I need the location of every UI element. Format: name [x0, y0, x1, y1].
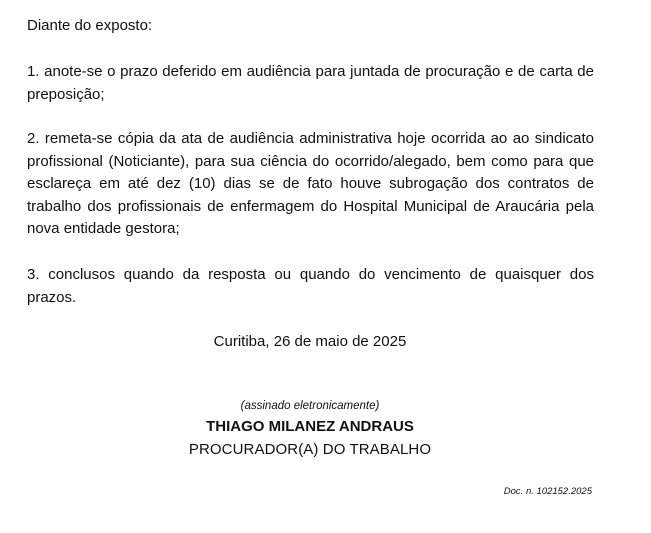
- document-number: Doc. n. 102152.2025: [503, 486, 592, 497]
- determination-item-3: 3. conclusos quando da resposta ou quando do vencimento de quaisquer dos prazos.: [27, 266, 594, 306]
- place-and-date: Curitiba, 26 de maio de 2025: [213, 333, 407, 350]
- determination-item-1: 1. anote-se o prazo deferido em audiência para juntada de procuração e de carta de preposição;: [27, 63, 594, 103]
- signer-role: PROCURADOR(A) DO TRABALHO: [188, 441, 432, 458]
- electronic-signature-note: (assinado eletronicamente): [240, 400, 380, 412]
- intro-paragraph: Diante do exposto:: [27, 17, 153, 34]
- determination-item-2: 2. remeta-se cópia da ata de audiência administrativa hoje ocorrida ao ao sindicato profissional (Noticiante), para sua ciência do ocorrido/alegado, bem como para que esclareça em até dez (10) dias se de fato houve subrogação dos contratos de trabalho dos profissionais de enfermagem do Hospital Municipal de Araucária pela nova entidade gestora;: [27, 130, 594, 237]
- signer-name: THIAGO MILANEZ ANDRAUS: [206, 418, 414, 435]
